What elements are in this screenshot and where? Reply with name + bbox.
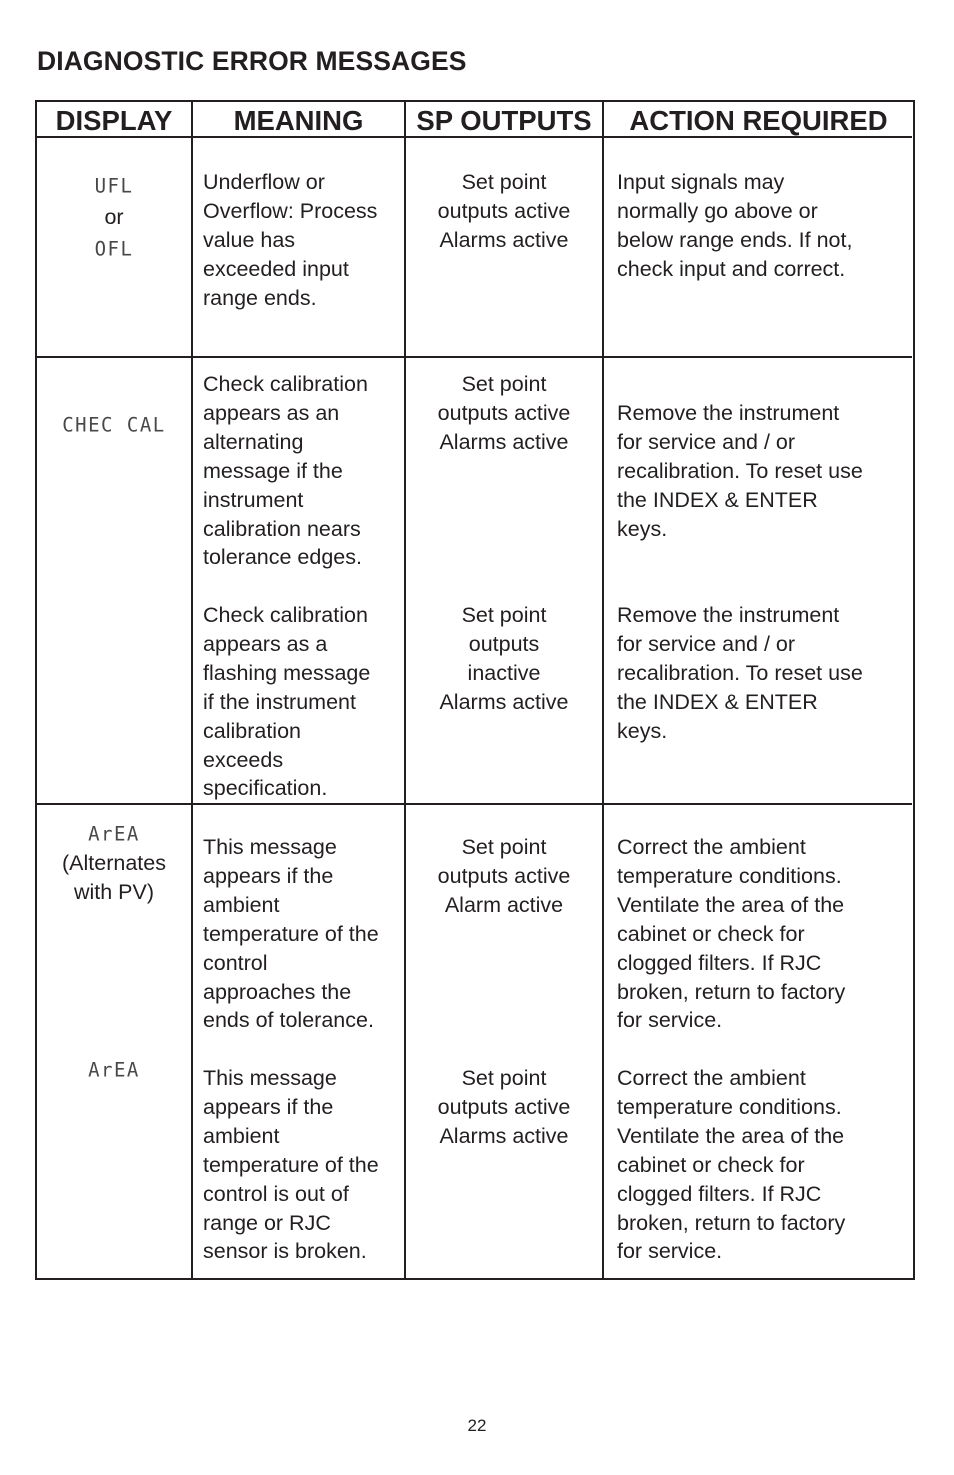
action-line: Correct the ambient [617, 835, 806, 859]
meaning-line: appears as an [203, 400, 340, 425]
sp-outputs-line: Alarms active [439, 429, 569, 454]
action-line: for service. [617, 1008, 723, 1033]
action-line: Remove the instrument [617, 401, 840, 425]
action-line: temperature conditions. [617, 863, 842, 888]
action-line: recalibration. To reset use [617, 458, 863, 483]
header-action-required: ACTION REQUIRED [629, 105, 888, 136]
display-cell [37, 1055, 191, 1085]
action-line: Ventilate the area of the [617, 1123, 845, 1148]
sp-outputs-line: Set point [461, 372, 547, 396]
meaning-line: Overflow: Process [203, 198, 378, 223]
action-line: below range ends. If not, [617, 227, 853, 252]
meaning-line: sensor is broken. [203, 1239, 367, 1264]
action-line: for service and / or [617, 429, 796, 454]
sp-outputs-line: outputs active [437, 1094, 571, 1119]
header-sp-outputs: SP OUTPUTS [416, 105, 592, 136]
meaning-line: control is out of [203, 1181, 349, 1206]
meaning-line: Check calibration [203, 372, 368, 396]
meaning-line: Check calibration [203, 603, 368, 627]
lcd-display-code: OFL [94, 237, 134, 261]
action-line: Correct the ambient [617, 1066, 806, 1090]
row-divider [35, 356, 912, 358]
meaning-line: calibration [203, 718, 301, 743]
action-line: Remove the instrument [617, 603, 840, 627]
sp-outputs-line: Alarms active [439, 227, 569, 252]
action-line: broken, return to factory [617, 1210, 846, 1235]
sp-outputs-cell [406, 1064, 602, 1151]
meaning-line: ambient [203, 1123, 280, 1148]
row-divider [35, 803, 912, 805]
lcd-display-code: UFL [94, 174, 134, 198]
sp-outputs-line: Alarms active [439, 1123, 569, 1148]
lcd-display-code: CHEC CAL [62, 413, 166, 437]
meaning-line: This message [203, 1066, 337, 1090]
action-line: for service and / or [617, 631, 796, 656]
sp-outputs-cell [406, 370, 602, 457]
action-line: Input signals may [617, 170, 785, 194]
sp-outputs-line: outputs active [437, 198, 571, 223]
meaning-cell [203, 168, 377, 313]
table-top-border [35, 100, 915, 102]
meaning-line: Underflow or [203, 170, 325, 194]
action-line: normally go above or [617, 198, 818, 223]
column-divider [602, 100, 604, 1280]
display-cell [37, 819, 191, 907]
sp-outputs-line: outputs active [437, 400, 571, 425]
sp-outputs-line: Set point [461, 603, 547, 627]
action-line: clogged filters. If RJC [617, 950, 822, 975]
page-number: 22 [467, 1416, 487, 1435]
sp-outputs-cell [406, 168, 602, 255]
meaning-line: instrument [203, 487, 304, 512]
table-bottom-border [35, 1278, 915, 1280]
column-divider [191, 100, 193, 1280]
display-note: (Alternates [62, 850, 166, 875]
action-cell [617, 833, 845, 1035]
lcd-display-code: ArEA [88, 1058, 140, 1082]
sp-outputs-cell [406, 601, 602, 717]
action-line: keys. [617, 516, 668, 541]
sp-outputs-line: Set point [461, 835, 547, 859]
sp-outputs-line: Set point [461, 170, 547, 194]
meaning-line: if the instrument [203, 689, 356, 714]
header-meaning: MEANING [233, 105, 364, 136]
display-note: with PV) [73, 879, 155, 904]
meaning-line: specification. [203, 776, 328, 801]
meaning-line: approaches the [203, 979, 352, 1004]
meaning-line: ambient [203, 892, 280, 917]
sp-outputs-line: outputs active [437, 863, 571, 888]
meaning-line: flashing message [203, 660, 371, 685]
display-cell [37, 170, 191, 265]
action-line: check input and correct. [617, 256, 846, 281]
meaning-line: message if the [203, 458, 343, 483]
diagnostic-table [35, 100, 915, 1280]
action-cell [617, 1064, 845, 1266]
action-line: recalibration. To reset use [617, 660, 863, 685]
meaning-line: calibration nears [203, 516, 361, 541]
page-title: DIAGNOSTIC ERROR MESSAGES [37, 46, 467, 76]
meaning-line: appears if the [203, 863, 334, 888]
meaning-cell [203, 601, 370, 803]
sp-outputs-line: Alarms active [439, 689, 569, 714]
meaning-line: exceeded input [203, 256, 349, 281]
sp-outputs-line: Alarm active [444, 892, 564, 917]
meaning-line: temperature of the [203, 1152, 379, 1177]
meaning-line: range or RJC [203, 1210, 331, 1235]
header-display: DISPLAY [55, 105, 173, 136]
meaning-line: control [203, 950, 268, 975]
action-cell [617, 399, 863, 544]
display-connector: or [104, 205, 124, 229]
action-line: for service. [617, 1239, 723, 1264]
action-line: clogged filters. If RJC [617, 1181, 822, 1206]
action-line: the INDEX & ENTER [617, 689, 818, 714]
action-line: Ventilate the area of the [617, 892, 845, 917]
meaning-cell [203, 1064, 379, 1266]
sp-outputs-line: inactive [467, 660, 541, 685]
sp-outputs-cell [406, 833, 602, 920]
meaning-line: appears as a [203, 631, 328, 656]
action-line: cabinet or check for [617, 921, 805, 946]
action-line: the INDEX & ENTER [617, 487, 818, 512]
action-cell [617, 168, 852, 284]
sp-outputs-line: Set point [461, 1066, 547, 1090]
meaning-line: tolerance edges. [203, 545, 362, 570]
action-line: keys. [617, 718, 668, 743]
table-right-border [913, 100, 915, 1280]
table-left-border [35, 100, 37, 1280]
meaning-cell [203, 370, 368, 572]
lcd-display-code: ArEA [88, 822, 140, 846]
action-line: cabinet or check for [617, 1152, 805, 1177]
meaning-line: range ends. [203, 285, 317, 310]
action-line: broken, return to factory [617, 979, 846, 1004]
meaning-line: alternating [203, 429, 304, 454]
action-line: temperature conditions. [617, 1094, 842, 1119]
sp-outputs-line: outputs [468, 631, 540, 656]
meaning-line: temperature of the [203, 921, 379, 946]
display-cell [37, 410, 191, 440]
action-cell [617, 601, 863, 746]
meaning-line: value has [203, 227, 296, 252]
meaning-line: This message [203, 835, 337, 859]
meaning-line: ends of tolerance. [203, 1008, 374, 1033]
meaning-cell [203, 833, 379, 1035]
meaning-line: appears if the [203, 1094, 334, 1119]
meaning-line: exceeds [203, 747, 284, 772]
